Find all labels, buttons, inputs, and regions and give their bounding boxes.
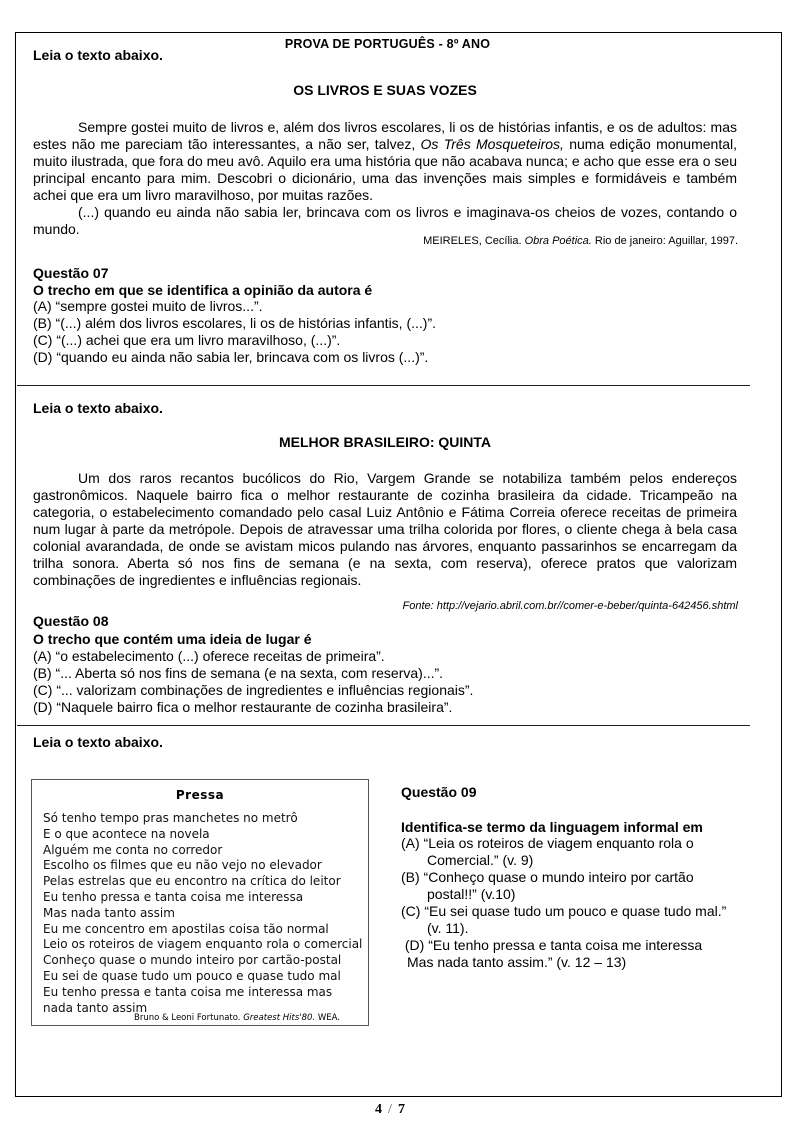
poem-line: Só tenho tempo pras manchetes no metrô <box>43 811 298 825</box>
question07-number: Questão 07 <box>33 265 109 281</box>
section1-text-title: OS LIVROS E SUAS VOZES <box>293 82 477 98</box>
page-current: 4 <box>375 1102 383 1117</box>
book-title-italic: Os Três Mosqueteiros, <box>420 136 564 152</box>
poem-credit-label: WEA. <box>315 1013 340 1023</box>
question08-stem: O trecho que contém uma ideia de lugar é <box>33 631 312 647</box>
poem-line: Mas nada tanto assim <box>43 905 175 920</box>
question07-option-a[interactable]: (A) “sempre gostei muito de livros...”. <box>33 298 263 314</box>
question08-number: Questão 08 <box>33 613 109 629</box>
page-number <box>0 1102 780 1118</box>
section1-lead: Leia o texto abaixo. <box>33 47 163 63</box>
question07-option-b[interactable]: (B) “(...) além dos livros escolares, li os de histórias infantis, (...)”. <box>33 315 436 331</box>
poem-line: Pelas estrelas que eu encontro na crítica do leitor <box>43 874 341 889</box>
question07-stem: O trecho em que se identifica a opinião da autora é <box>33 282 373 298</box>
poem-line: Eu tenho pressa e tanta coisa me interessa <box>43 889 304 904</box>
section1-source <box>423 235 738 247</box>
poem-line: Eu sei de quase tudo um pouco e quase tudo mal <box>43 968 341 983</box>
section2-source <box>403 600 738 612</box>
option-a-line2: Comercial.” (v. 9) <box>427 852 534 868</box>
section1-text-body <box>33 119 737 238</box>
option-b-line2: postal!!” (v.10) <box>427 886 516 902</box>
section2-text-body <box>33 470 737 589</box>
poem-title: Pressa <box>175 788 225 802</box>
option-c-line2: (v. 11). <box>427 920 469 936</box>
poem-line: Leio os roteiros de viagem enquanto rola o comercial <box>43 937 363 952</box>
poem-lines <box>43 811 362 1016</box>
question08-options <box>33 648 473 716</box>
question07-option-c[interactable]: (C) “(...) achei que era um livro maravilhoso, (...)”. <box>33 332 341 348</box>
poem-credit-album: Greatest Hits'80. <box>243 1013 316 1023</box>
question09-option-d[interactable] <box>401 937 726 971</box>
poem-credit-authors: Bruno & Leoni Fortunato. <box>134 1013 244 1023</box>
question09-option-b[interactable] <box>401 869 726 903</box>
section2-lead: Leia o texto abaixo. <box>33 400 163 416</box>
section3-lead: Leia o texto abaixo. <box>33 734 163 750</box>
option-b-line1: (B) “Conheço quase o mundo inteiro por cartão <box>401 869 694 885</box>
question09-number: Questão 09 <box>401 784 477 800</box>
poem-line: Escolho os filmes que eu não vejo no elevador <box>43 858 322 873</box>
section2-text-title: MELHOR BRASILEIRO: QUINTA <box>278 434 492 450</box>
poem-line: Conheço quase o mundo inteiro por cartão-postal <box>43 953 342 968</box>
question07-options <box>33 298 436 366</box>
section-divider <box>17 725 750 726</box>
poem-line: Eu tenho pressa e tanta coisa me interessa mas <box>43 984 333 999</box>
poem-line: Eu me concentro em apostilas coisa tão normal <box>43 921 329 936</box>
question07-option-d[interactable]: (D) “quando eu ainda não sabia ler, brincava com os livros (...)”. <box>33 349 429 365</box>
source-author: MEIRELES, Cecília. <box>423 235 525 247</box>
page-separator: / <box>388 1102 392 1117</box>
paragraph1-part-a: Sempre gostei muito de livros e, além dos livros escolares, li os de histórias infantis, e os de adultos: mas estes não me pareciam tão interessantes, a não ser, talvez, <box>33 119 737 152</box>
question08-option-c[interactable]: (C) “... valorizam combinações de ingredientes e influências regionais”. <box>33 682 474 698</box>
section1-paragraph2: (...) quando eu ainda não sabia ler, brincava com os livros e imaginava-os cheios de vozes, contando o mundo. <box>33 204 737 237</box>
question09-stem: Identifica-se termo da linguagem informal em <box>401 819 703 835</box>
question09-option-a[interactable] <box>401 835 726 869</box>
option-d-line1: (D) “Eu tenho pressa e tanta coisa me interessa <box>401 937 703 953</box>
option-a-line1: (A) “Leia os roteiros de viagem enquanto rola o <box>401 835 694 851</box>
source-work-italic: Obra Poética. <box>524 235 592 247</box>
section2-source-url: Fonte: http://vejario.abril.com.br//comer-e-beber/quinta-642456.shtml <box>402 600 738 612</box>
question08-option-a[interactable]: (A) “o estabelecimento (...) oferece receitas de primeira”. <box>33 648 385 664</box>
question08-option-b[interactable]: (B) “... Aberta só nos fins de semana (e na sexta, com reserva)...”. <box>33 665 444 681</box>
option-c-line1: (C) “Eu sei quase tudo um pouco e quase tudo mal.” <box>401 903 727 919</box>
poem-line: Alguém me conta no corredor <box>43 842 223 857</box>
section-divider <box>17 385 750 386</box>
poem-box <box>31 779 369 1026</box>
section2-paragraph: Um dos raros recantos bucólicos do Rio, Vargem Grande se notabiliza também pelos endereços gastronômicos. Naquele bairro fica o melhor restaurante de cozinha brasileira da cidade. Tricampeão na categoria, o estabelecimento comandado pelo casal Luiz Antônio e Fátima Correia oferece receitas de primeira num lugar à parte da metrópole. Depois de atravessar uma trilha colorida por flores, o cliente chega à bela casa colonial avarandada, de onde se avistam micos pulando nas árvores, enquanto passarinhos se encarregam da trilha sonora. Aberta só nos fins de semana (e na sexta, com reserva), oferece pratos que valorizam combinações de ingredientes e influências regionais. <box>33 470 737 588</box>
exam-header-title: PROVA DE PORTUGUÊS - 8º ANO <box>284 37 491 51</box>
poem-line: E o que acontece na novela <box>43 826 210 841</box>
question09-block <box>401 784 726 971</box>
page-total: 7 <box>397 1102 405 1117</box>
source-publisher: Rio de janeiro: Aguillar, 1997. <box>591 235 738 247</box>
poem-credit <box>134 1013 340 1023</box>
paragraph1-part-b: numa edição monumental, muito ilustrada, que fora do meu avô. Aquilo era uma história que não acabava nunca; e acho que esse era o seu principal encanto para mim. Descobri o dicionário, uma das invenções mais simples e formidáveis e também achei que era um livro maravilhoso, por muitas razões. <box>33 136 738 203</box>
question09-option-c[interactable] <box>401 903 726 937</box>
section1-paragraph1 <box>33 119 737 204</box>
question08-option-d[interactable]: (D) “Naquele bairro fica o melhor restaurante de cozinha brasileira”. <box>33 699 453 715</box>
option-d-line2: Mas nada tanto assim.” (v. 12 – 13) <box>407 954 627 970</box>
poem-line: nada tanto assim <box>43 1000 148 1015</box>
